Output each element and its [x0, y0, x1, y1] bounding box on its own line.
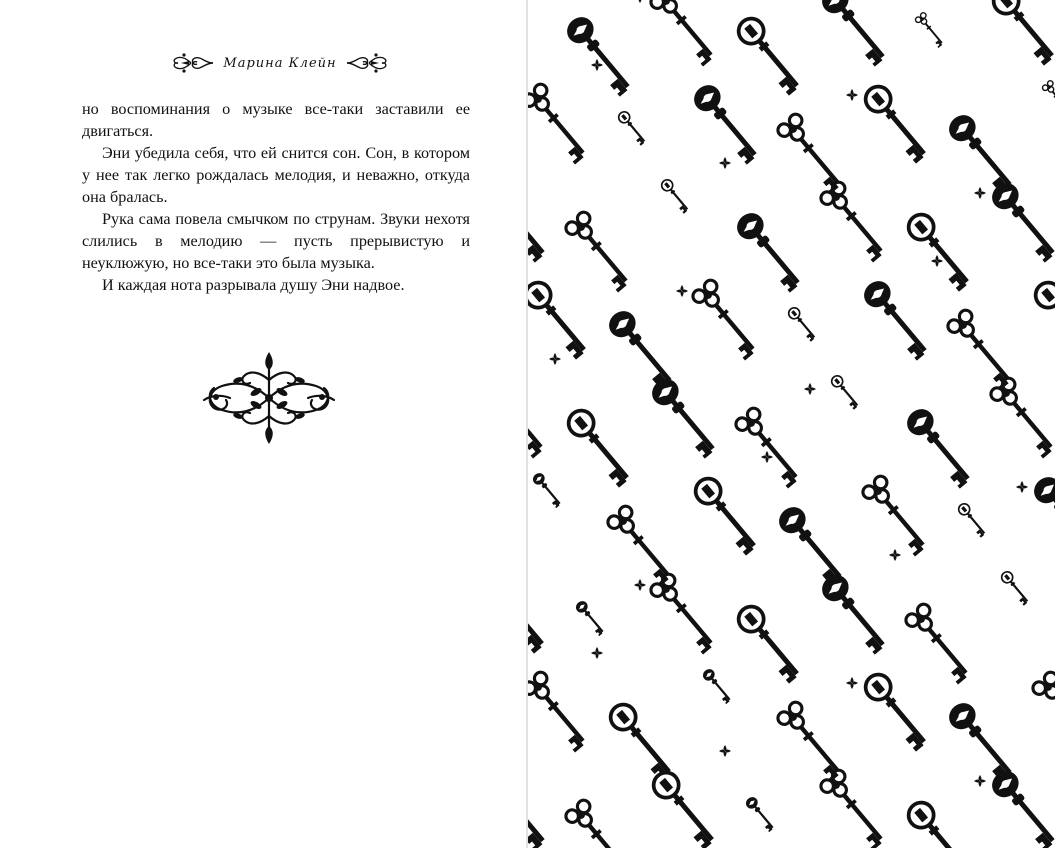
- right-flourish-icon: [345, 52, 389, 74]
- skeleton-key-icon: [1030, 670, 1055, 753]
- right-page: [528, 0, 1055, 848]
- floral-vignette-icon: [200, 350, 338, 446]
- skeleton-key-icon: [616, 110, 649, 146]
- fleur-de-lis-icon: [761, 451, 773, 463]
- skeleton-key-icon: [999, 570, 1032, 606]
- skeleton-key-icon: [563, 210, 639, 293]
- skeleton-key-icon: [648, 572, 724, 655]
- fleur-de-lis-icon: [889, 549, 901, 561]
- skeleton-key-icon: [944, 110, 1022, 196]
- fleur-de-lis-icon: [676, 285, 688, 297]
- skeleton-key-icon: [733, 406, 809, 489]
- skeleton-key-icon: [528, 376, 554, 459]
- skeleton-key-icon: [574, 599, 608, 637]
- fleur-de-lis-icon: [804, 383, 816, 395]
- skeleton-key-icon: [1029, 472, 1055, 558]
- fleur-de-lis-icon: [549, 353, 561, 365]
- skeleton-key-icon: [734, 14, 809, 96]
- paragraph: Эни убедила себя, что ей снится сон. Сон, в котором у нее так легко рождалась мелодия, и неважно, откуда она бралась.: [82, 144, 470, 206]
- skeleton-key-icon: [744, 795, 778, 833]
- skeleton-key-icon: [904, 210, 979, 292]
- fleur-de-lis-icon: [591, 59, 603, 71]
- skeleton-key-icon: [564, 406, 639, 488]
- skeleton-key-icon: [691, 474, 766, 556]
- running-header: [160, 46, 400, 80]
- fleur-de-lis-icon: [846, 677, 858, 689]
- skeleton-key-icon: [817, 570, 895, 656]
- fleur-de-lis-icon: [634, 0, 646, 3]
- author-name: Марина Клейн: [223, 55, 337, 71]
- skeleton-key-icon: [987, 178, 1055, 264]
- skeleton-key-icon: [944, 698, 1022, 784]
- fleur-de-lis-icon: [974, 775, 986, 787]
- skeleton-key-icon: [989, 0, 1055, 66]
- key-pattern-illustration: [528, 0, 1055, 848]
- skeleton-key-icon: [528, 572, 553, 654]
- fleur-de-lis-icon: [719, 157, 731, 169]
- skeleton-key-icon: [562, 12, 640, 98]
- skeleton-key-icon: [647, 374, 725, 460]
- skeleton-key-icon: [531, 471, 565, 509]
- fleur-de-lis-icon: [1016, 481, 1028, 493]
- skeleton-key-icon: [914, 12, 947, 48]
- skeleton-key-icon: [956, 502, 989, 538]
- skeleton-key-icon: [528, 178, 555, 264]
- skeleton-key-icon: [817, 0, 895, 67]
- left-flourish-icon: [171, 52, 215, 74]
- skeleton-key-icon: [860, 474, 936, 557]
- skeleton-key-icon: [774, 502, 852, 588]
- skeleton-key-icon: [818, 768, 894, 848]
- paragraph: но воспоминания о музыке все-таки заставили ее двигаться.: [82, 100, 470, 140]
- skeleton-key-icon: [606, 700, 681, 782]
- skeleton-key-icon: [1031, 278, 1055, 360]
- skeleton-key-icon: [690, 278, 766, 361]
- fleur-de-lis-icon: [719, 745, 731, 757]
- skeleton-key-icon: [528, 82, 596, 165]
- fleur-de-lis-icon: [846, 89, 858, 101]
- skeleton-key-icon: [528, 670, 596, 753]
- skeleton-key-icon: [528, 278, 595, 360]
- fleur-de-lis-icon: [931, 255, 943, 267]
- fleur-de-lis-icon: [974, 187, 986, 199]
- keys-layer: [528, 0, 1055, 848]
- fleur-de-lis-icon: [634, 579, 646, 591]
- paragraph: И каждая нота разрывала душу Эни надвое.: [102, 276, 405, 294]
- skeleton-key-icon: [903, 602, 979, 685]
- skeleton-key-icon: [818, 180, 894, 263]
- skeleton-key-icon: [987, 766, 1055, 848]
- skeleton-key-icon: [659, 178, 692, 214]
- skeleton-key-icon: [528, 766, 555, 848]
- skeleton-key-icon: [604, 306, 682, 392]
- skeleton-key-icon: [988, 376, 1055, 459]
- skeleton-key-icon: [786, 306, 819, 342]
- skeleton-key-icon: [649, 768, 724, 848]
- skeleton-key-icon: [732, 208, 810, 294]
- fleur-de-lis-icon: [591, 647, 603, 659]
- skeleton-key-icon: [648, 0, 724, 66]
- skeleton-key-icon: [701, 667, 735, 705]
- skeleton-key-icon: [861, 670, 936, 752]
- body-text: [82, 98, 470, 296]
- skeleton-key-icon: [563, 798, 639, 848]
- skeleton-key-icon: [904, 798, 979, 848]
- skeleton-key-icon: [902, 404, 980, 490]
- skeleton-key-icon: [689, 80, 767, 166]
- skeleton-key-icon: [734, 602, 809, 684]
- skeleton-key-icon: [859, 276, 937, 362]
- skeleton-key-icon: [1041, 80, 1055, 116]
- skeleton-key-icon: [861, 82, 936, 164]
- skeleton-key-icon: [829, 374, 862, 410]
- left-page: [0, 0, 526, 848]
- paragraph: Рука сама повела смычком по струнам. Звуки нехотя слились в мелодию — пусть прерывистую и неуклюжую, но все-таки это была музыка.: [82, 210, 470, 272]
